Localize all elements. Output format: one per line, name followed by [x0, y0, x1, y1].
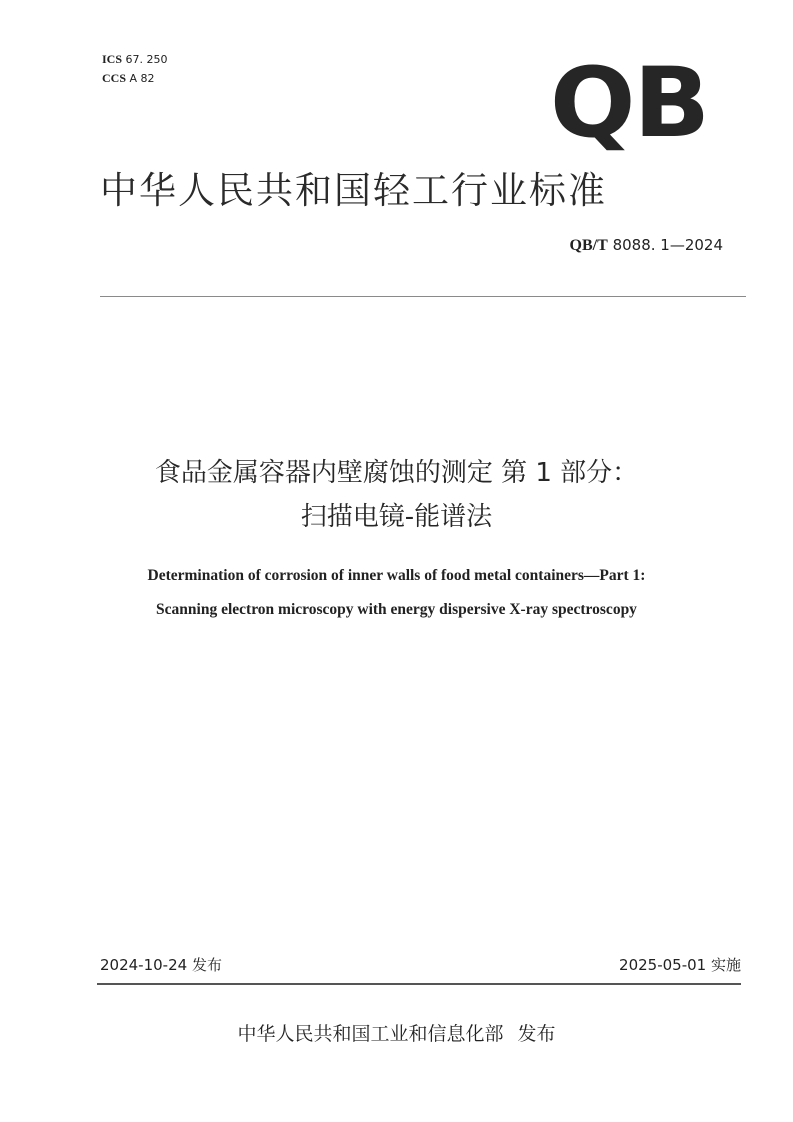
standard-title: 中华人民共和国轻工行业标准 — [100, 169, 607, 212]
top-divider — [100, 296, 746, 297]
ics-value: 67. 250 — [125, 53, 168, 66]
bottom-divider — [97, 983, 741, 985]
ccs-value: A 82 — [129, 72, 155, 85]
implementation-date: 2025-05-01 实施 — [619, 956, 741, 974]
publisher-name: 中华人民共和国工业和信息化部 — [237, 1023, 504, 1045]
chinese-title-line-2: 扫描电镜-能谱法 — [300, 502, 493, 532]
ics-label: ICS — [102, 52, 123, 66]
publisher — [0, 1019, 793, 1046]
ccs-code — [102, 69, 168, 88]
classification-codes — [102, 50, 168, 88]
standard-number — [570, 236, 723, 255]
english-title-line-2: Scanning electron microscopy with energy dispersive X-ray spectroscopy — [156, 601, 637, 618]
issue-date: 2024-10-24 发布 — [100, 956, 222, 974]
standard-number-prefix: QB/T — [569, 237, 608, 254]
publisher-action: 发布 — [517, 1023, 556, 1045]
chinese-title-line-1: 食品金属容器内壁腐蚀的测定 第 1 部分： — [154, 458, 639, 488]
qb-logo: QB — [549, 47, 709, 159]
ccs-label: CCS — [102, 71, 127, 85]
ics-code — [102, 50, 168, 69]
standard-number-value: 8088. 1—2024 — [612, 236, 723, 254]
english-title-line-1: Determination of corrosion of inner walls of food metal containers—Part 1: — [147, 567, 646, 584]
